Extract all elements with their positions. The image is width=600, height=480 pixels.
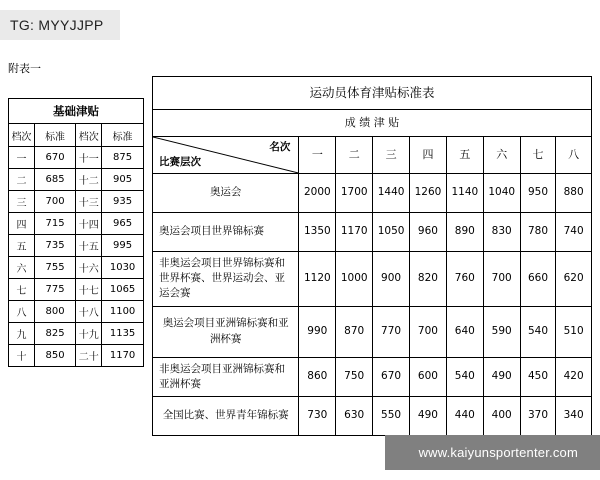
table-row — [9, 191, 144, 213]
table-row — [153, 397, 592, 436]
athlete-allowance-table — [152, 76, 592, 436]
cell-value: 1700 — [336, 174, 373, 213]
cell-value: 510 — [556, 306, 592, 357]
table-row — [153, 306, 592, 357]
row-label: 奥运会项目世界锦标赛 — [153, 213, 299, 252]
cell-value: 700 — [410, 306, 447, 357]
cell-value: 1440 — [373, 174, 410, 213]
cell-grade: 十九 — [76, 323, 102, 345]
cell-grade: 十一 — [76, 147, 102, 169]
left-header-standard-1: 标准 — [34, 124, 75, 147]
cell-standard: 1135 — [102, 323, 144, 345]
row-label: 非奥运会项目世界锦标赛和世界杯赛、世界运动会、亚运会赛 — [153, 252, 299, 307]
cell-value: 780 — [520, 213, 556, 252]
cell-value: 490 — [410, 397, 447, 436]
cell-value: 730 — [299, 397, 336, 436]
right-table-subtitle: 成 绩 津 贴 — [153, 110, 592, 137]
table-row — [9, 279, 144, 301]
cell-standard: 1170 — [102, 345, 144, 367]
cell-value: 1040 — [483, 174, 520, 213]
cell-value: 2000 — [299, 174, 336, 213]
cell-grade: 七 — [9, 279, 35, 301]
cell-value: 1260 — [410, 174, 447, 213]
cell-grade: 十六 — [76, 257, 102, 279]
cell-grade: 十二 — [76, 169, 102, 191]
table-row — [153, 174, 592, 213]
left-header-standard-2: 标准 — [102, 124, 144, 147]
cell-value: 740 — [556, 213, 592, 252]
cell-value: 440 — [446, 397, 483, 436]
rank-header-7: 七 — [520, 137, 556, 174]
cell-value: 540 — [446, 357, 483, 396]
cell-standard: 875 — [102, 147, 144, 169]
diagonal-header-cell — [153, 137, 299, 174]
rank-header-4: 四 — [410, 137, 447, 174]
cell-value: 1120 — [299, 252, 336, 307]
cell-value: 340 — [556, 397, 592, 436]
cell-value: 1140 — [446, 174, 483, 213]
cell-value: 660 — [520, 252, 556, 307]
left-table-title: 基础津贴 — [9, 99, 144, 124]
cell-standard: 700 — [34, 191, 75, 213]
cell-value: 860 — [299, 357, 336, 396]
cell-standard: 825 — [34, 323, 75, 345]
cell-value: 1000 — [336, 252, 373, 307]
cell-grade: 二十 — [76, 345, 102, 367]
cell-value: 370 — [520, 397, 556, 436]
cell-value: 960 — [410, 213, 447, 252]
cell-value: 700 — [483, 252, 520, 307]
cell-grade: 五 — [9, 235, 35, 257]
rank-header-3: 三 — [373, 137, 410, 174]
table-row — [9, 169, 144, 191]
cell-grade: 九 — [9, 323, 35, 345]
left-header-grade-1: 档次 — [9, 124, 35, 147]
cell-value: 760 — [446, 252, 483, 307]
cell-value: 830 — [483, 213, 520, 252]
cell-grade: 二 — [9, 169, 35, 191]
cell-grade: 十三 — [76, 191, 102, 213]
table-row — [9, 301, 144, 323]
cell-standard: 965 — [102, 213, 144, 235]
watermark-url-banner: www.kaiyunsportenter.com — [385, 435, 600, 470]
table-row — [9, 257, 144, 279]
cell-value: 620 — [556, 252, 592, 307]
cell-value: 890 — [446, 213, 483, 252]
row-label: 奥运会项目亚洲锦标赛和亚洲杯赛 — [153, 306, 299, 357]
cell-grade: 六 — [9, 257, 35, 279]
cell-standard: 800 — [34, 301, 75, 323]
corner-label-level: 比赛层次 — [159, 155, 201, 168]
cell-value: 990 — [299, 306, 336, 357]
cell-value: 540 — [520, 306, 556, 357]
cell-standard: 1100 — [102, 301, 144, 323]
cell-value: 950 — [520, 174, 556, 213]
table-row — [9, 345, 144, 367]
table-row — [153, 357, 592, 396]
table-row — [9, 323, 144, 345]
basic-allowance-table — [8, 98, 144, 367]
cell-standard: 1065 — [102, 279, 144, 301]
cell-standard: 905 — [102, 169, 144, 191]
cell-grade: 十七 — [76, 279, 102, 301]
right-table-title: 运动员体育津贴标准表 — [153, 77, 592, 110]
cell-grade: 十八 — [76, 301, 102, 323]
cell-grade: 十五 — [76, 235, 102, 257]
cell-value: 870 — [336, 306, 373, 357]
cell-grade: 一 — [9, 147, 35, 169]
cell-standard: 755 — [34, 257, 75, 279]
cell-value: 490 — [483, 357, 520, 396]
cell-standard: 715 — [34, 213, 75, 235]
rank-header-2: 二 — [336, 137, 373, 174]
cell-value: 640 — [446, 306, 483, 357]
cell-grade: 十 — [9, 345, 35, 367]
cell-standard: 685 — [34, 169, 75, 191]
cell-standard: 850 — [34, 345, 75, 367]
row-label: 奥运会 — [153, 174, 299, 213]
table-row — [9, 147, 144, 169]
cell-standard: 935 — [102, 191, 144, 213]
cell-value: 550 — [373, 397, 410, 436]
cell-value: 630 — [336, 397, 373, 436]
corner-label-rank: 名次 — [269, 141, 291, 153]
rank-header-6: 六 — [483, 137, 520, 174]
tg-tag-banner: TG: MYYJJPP — [0, 10, 120, 40]
cell-grade: 四 — [9, 213, 35, 235]
cell-standard: 775 — [34, 279, 75, 301]
cell-standard: 735 — [34, 235, 75, 257]
rank-header-8: 八 — [556, 137, 592, 174]
cell-value: 880 — [556, 174, 592, 213]
cell-value: 770 — [373, 306, 410, 357]
cell-value: 670 — [373, 357, 410, 396]
cell-value: 600 — [410, 357, 447, 396]
cell-value: 750 — [336, 357, 373, 396]
rank-header-1: 一 — [299, 137, 336, 174]
cell-value: 400 — [483, 397, 520, 436]
cell-value: 1050 — [373, 213, 410, 252]
rank-header-5: 五 — [446, 137, 483, 174]
table-row — [153, 252, 592, 307]
cell-value: 420 — [556, 357, 592, 396]
cell-grade: 八 — [9, 301, 35, 323]
table-row — [153, 213, 592, 252]
cell-standard: 1030 — [102, 257, 144, 279]
cell-standard: 670 — [34, 147, 75, 169]
cell-standard: 995 — [102, 235, 144, 257]
cell-value: 820 — [410, 252, 447, 307]
cell-grade: 十四 — [76, 213, 102, 235]
table-row — [9, 213, 144, 235]
cell-value: 450 — [520, 357, 556, 396]
cell-value: 590 — [483, 306, 520, 357]
left-header-grade-2: 档次 — [76, 124, 102, 147]
cell-grade: 三 — [9, 191, 35, 213]
row-label: 全国比赛、世界青年锦标赛 — [153, 397, 299, 436]
cell-value: 1170 — [336, 213, 373, 252]
cell-value: 900 — [373, 252, 410, 307]
cell-value: 1350 — [299, 213, 336, 252]
appendix-caption: 附表一 — [8, 62, 41, 75]
table-row — [9, 235, 144, 257]
row-label: 非奥运会项目亚洲锦标赛和亚洲杯赛 — [153, 357, 299, 396]
